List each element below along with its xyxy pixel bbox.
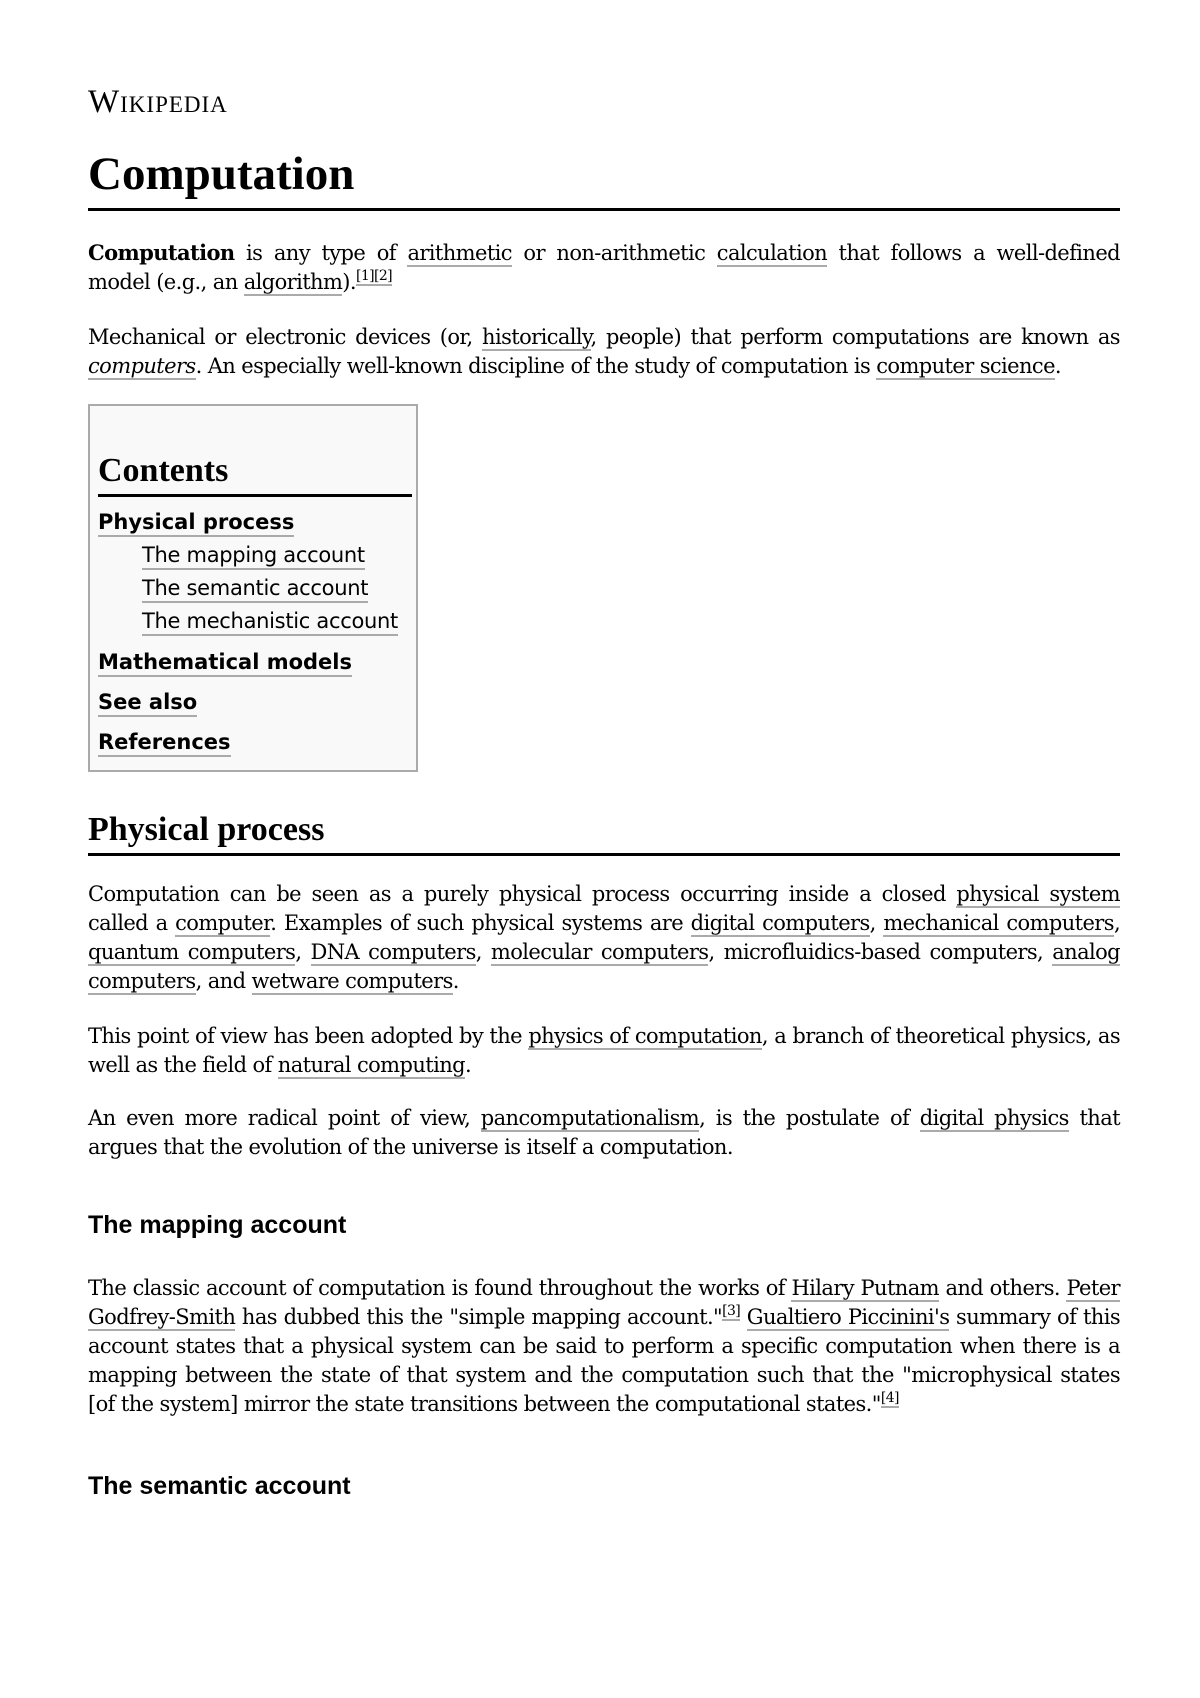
physical-paragraph-3: An even more radical point of view, pancomputationalism, is the postulate of digital physics that argues that the evolution of the universe is itself a computation. [88,1106,1120,1159]
link-arithmetic[interactable]: arithmetic [407,241,512,265]
link-computer[interactable]: computer [175,911,271,935]
toc-item-mechanistic-account[interactable]: The mechanistic account [142,608,398,636]
wikipedia-wordmark[interactable]: Wikipedia [88,84,228,120]
link-gualtiero-piccinini[interactable]: Gualtiero Piccinini's [746,1305,950,1329]
intro-paragraph-1: Computation is any type of arithmetic or non-arithmetic calculation that follows a well-defined model (e.g., an algorithm).[1][2] [88,240,1120,294]
intro-paragraph-2: Mechanical or electronic devices (or, historically, people) that perform computations are known as computers. An especially well-known discipline of the study of computation is computer science. [88,325,1120,378]
link-computer-science[interactable]: computer science [876,354,1055,378]
link-physical-system[interactable]: physical system [956,882,1120,906]
link-hilary-putnam[interactable]: Hilary Putnam [791,1276,939,1300]
link-analog-computers[interactable]: analog computers [88,940,1120,993]
link-physics-of-computation[interactable]: physics of computation [528,1024,762,1048]
link-mechanical-computers[interactable]: mechanical computers [883,911,1114,935]
page-title: Computation [88,144,1120,211]
table-of-contents [88,404,418,772]
link-digital-physics[interactable]: digital physics [919,1106,1069,1130]
link-historically[interactable]: historically [482,325,591,349]
toc-item-mathematical-models[interactable]: Mathematical models [98,649,352,677]
citation-1[interactable]: [1] [355,268,374,284]
heading-semantic-account: The semantic account [88,1472,351,1500]
link-algorithm[interactable]: algorithm [243,270,343,294]
heading-physical-process: Physical process [88,809,1120,856]
toc-item-physical-process[interactable]: Physical process [98,509,294,537]
citation-2[interactable]: [2] [373,268,393,284]
link-natural-computing[interactable]: natural computing [277,1053,465,1077]
heading-mapping-account: The mapping account [88,1211,347,1239]
toc-title: Contents [98,450,412,497]
toc-item-semantic-account[interactable]: The semantic account [142,575,368,603]
lead-term: Computation [88,240,235,265]
link-computers[interactable]: computers [88,354,196,378]
link-molecular-computers[interactable]: molecular computers [490,940,709,964]
mapping-paragraph-1: The classic account of computation is found throughout the works of Hilary Putnam and others. Peter Godfrey-Smith has dubbed this the "simple mapping account."[3] Gualtiero Piccinini's summary of this account states that a physical system can be said to perform a specific computation when there is a mapping between the state of that system and the computation such that the "microphysical states [of the system] mirror the state transitions between the computational states."[4] [88,1276,1120,1416]
physical-paragraph-1: Computation can be seen as a purely physical process occurring inside a closed physical system called a computer. Examples of such physical systems are digital computers, mechanical computers, quantum computers, DNA computers, molecular computers, microfluidics-based computers, analog computers, and wetware computers. [88,882,1121,993]
link-peter-godfrey-smith[interactable]: Peter Godfrey-Smith [88,1276,1120,1329]
link-dna-computers[interactable]: DNA computers [310,940,476,964]
toc-item-mapping-account[interactable]: The mapping account [142,542,365,570]
toc-item-references[interactable]: References [98,729,231,757]
citation-4[interactable]: [4] [880,1390,899,1406]
citation-3[interactable]: [3] [722,1303,741,1319]
link-digital-computers[interactable]: digital computers [690,911,870,935]
link-calculation[interactable]: calculation [716,241,828,265]
link-quantum-computers[interactable]: quantum computers [88,940,296,964]
physical-paragraph-2: This point of view has been adopted by the physics of computation, a branch of theoretical physics, as well as the field of natural computing. [88,1024,1121,1077]
toc-item-see-also[interactable]: See also [98,689,197,717]
link-wetware-computers[interactable]: wetware computers [251,969,453,993]
link-pancomputationalism[interactable]: pancomputationalism [480,1106,700,1130]
